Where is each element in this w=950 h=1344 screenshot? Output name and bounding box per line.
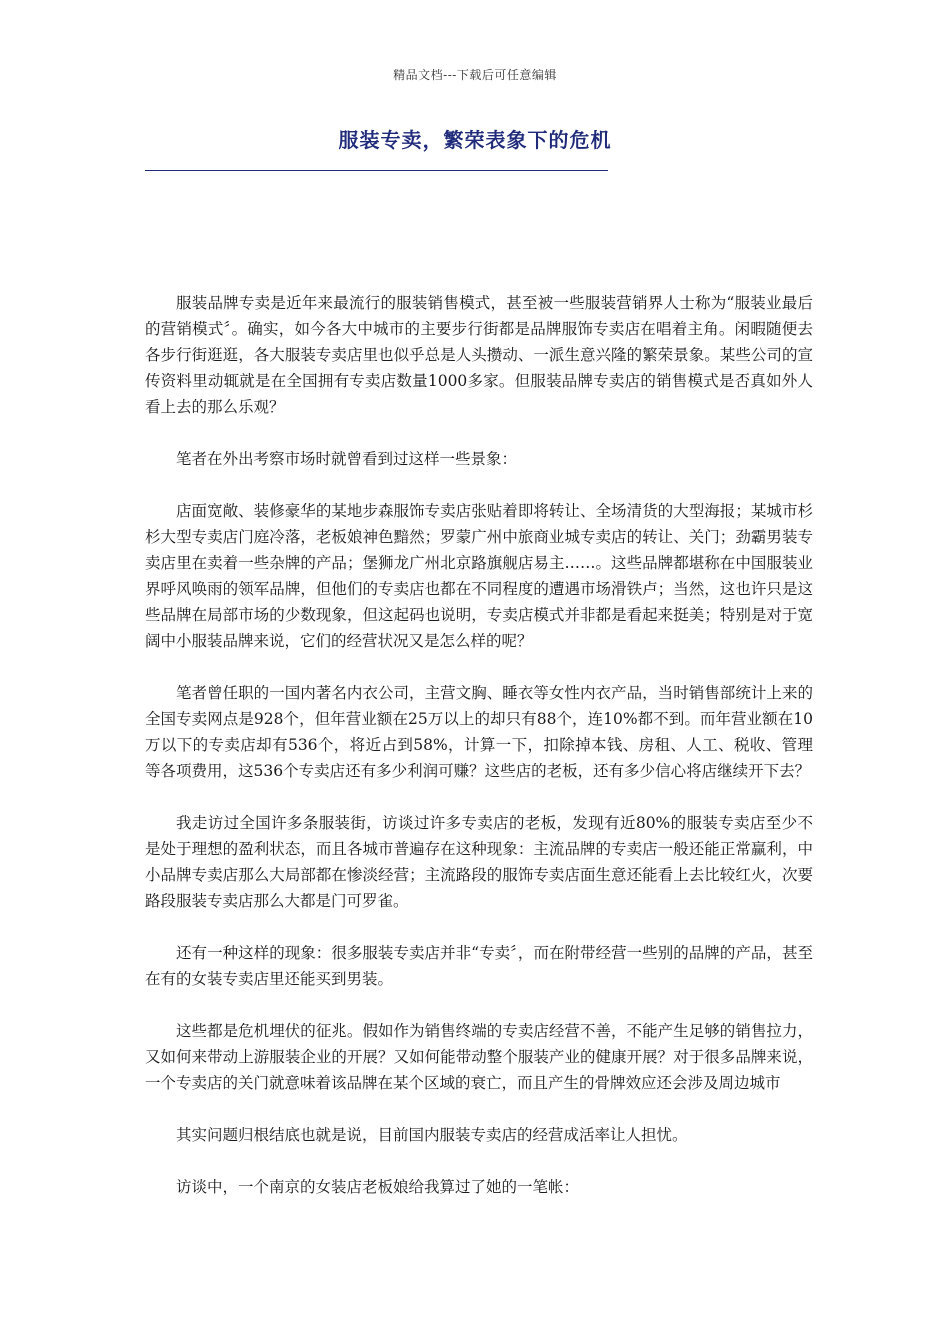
page-header: 精品文档---下载后可任意编辑 — [393, 68, 557, 82]
body-paragraph: 服装品牌专卖是近年来最流行的服装销售模式，甚至被一些服装营销界人士称为“服装业最后的营销模式〞。确实，如今各大中城市的主要步行街都是品牌服饰专卖店在唱着主角。闲暇随便去各步行街逛逛，各大服装专卖店里也似乎总是人头攒动、一派生意兴隆的繁荣景象。某些公司的宣传资料里动辄就是在全国拥有专卖店数量1000多家。但服装品牌专卖店的销售模式是否真如外人看上去的那么乐观？ — [145, 294, 813, 416]
document-title: 服装专卖，繁荣表象下的危机 — [338, 128, 612, 152]
body-paragraph: 其实问题归根结底也就是说，目前国内服装专卖店的经营成活率让人担忧。 — [176, 1126, 688, 1144]
body-paragraph: 店面宽敞、装修豪华的某地步森服饰专卖店张贴着即将转让、全场清货的大型海报；某城市杉杉大型专卖店门庭冷落，老板娘神色黯然；罗蒙广州中旅商业城专卖店的转让、关门；劲霸男装专卖店里在卖着一些杂牌的产品；堡狮龙广州北京路旗舰店易主……。这些品牌都堪称在中国服装业界呼风唤雨的领军品牌，但他们的专卖店也都在不同程度的遭遇市场滑铁卢；当然，这也许只是这些品牌在局部市场的少数现象，但这起码也说明，专卖店模式并非都是看起来挺美；特别是对于宽阔中小服装品牌来说，它们的经营状况又是怎么样的呢？ — [145, 502, 813, 650]
body-paragraph: 我走访过全国许多条服装街，访谈过许多专卖店的老板，发现有近80%的服装专卖店至少不是处于理想的盈利状态，而且各城市普遍存在这种现象：主流品牌的专卖店一般还能正常赢利，中小品牌专卖店那么大局部都在惨淡经营；主流路段的服饰专卖店面生意还能看上去比较红火，次要路段服装专卖店那么大都是门可罗雀。 — [145, 814, 813, 910]
body-paragraph: 这些都是危机埋伏的征兆。假如作为销售终端的专卖店经营不善，不能产生足够的销售拉力，又如何来带动上游服装企业的开展？又如何能带动整个服装产业的健康开展？对于很多品牌来说，一个专卖店的关门就意味着该品牌在某个区域的衰亡，而且产生的骨牌效应还会涉及周边城市 — [145, 1022, 813, 1092]
title-underline-divider — [145, 170, 608, 171]
body-paragraph: 笔者在外出考察市场时就曾看到过这样一些景象： — [176, 450, 518, 468]
document-body — [145, 290, 813, 1226]
body-paragraph: 笔者曾任职的一国内著名内衣公司，主营文胸、睡衣等女性内衣产品，当时销售部统计上来的全国专卖网点是928个，但年营业额在25万以上的却只有88个，连10%都不到。而年营业额在10万以下的专卖店却有536个，将近占到58%，计算一下，扣除掉本钱、房租、人工、税收、管理等各项费用，这536个专卖店还有多少利润可赚？这些店的老板，还有多少信心将店继续开下去？ — [145, 684, 813, 780]
body-paragraph: 访谈中，一个南京的女装店老板娘给我算过了她的一笔帐： — [176, 1178, 580, 1196]
body-paragraph: 还有一种这样的现象：很多服装专卖店并非“专卖〞，而在附带经营一些别的品牌的产品，甚至在有的女装专卖店里还能买到男装。 — [145, 944, 813, 988]
